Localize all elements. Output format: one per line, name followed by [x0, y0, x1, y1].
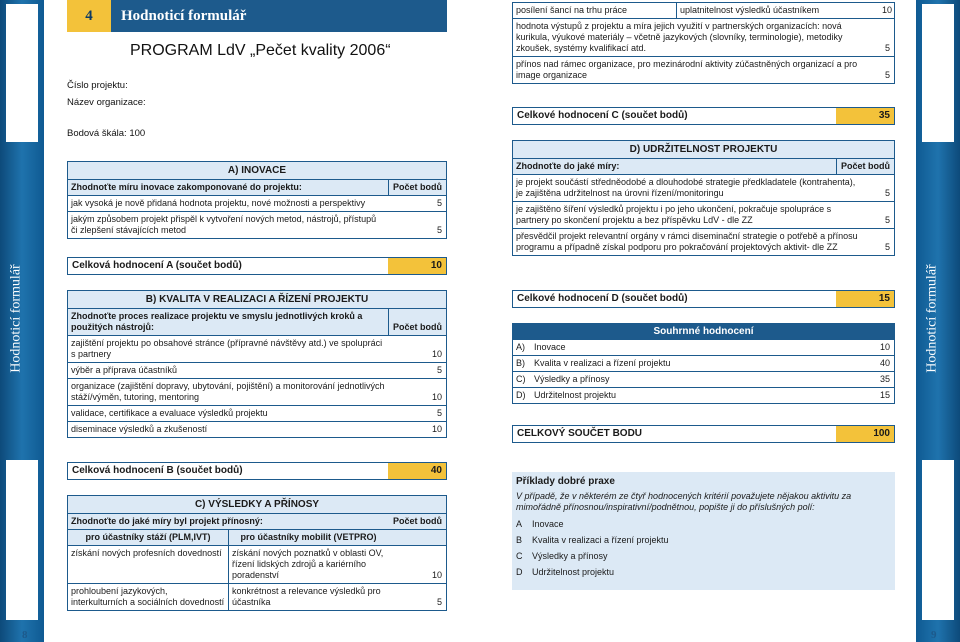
summary-text: Udržitelnost projektu [534, 389, 617, 400]
right-side-strip [916, 0, 960, 642]
question-label: Zhodnoťte míru inovace zakomponované do projektu: [71, 182, 302, 193]
example-letter: B [516, 534, 523, 545]
summary-letter: A) [516, 342, 525, 352]
section-c-header-row [68, 513, 446, 529]
row-text: hodnota výstupů z projektu a míra jejich využití v partnerských organizacích: nová kurikula, výukové materiály – včetně jazykových (slovníky, terminologie), metodiky zkoušek, systémy kvalifikací atd. [516, 20, 843, 53]
example-row [516, 548, 891, 564]
row-text: jak vysoká je nově přidaná hodnota projektu, nové možnosti a perspektivy [71, 198, 366, 209]
strip-white-panel [6, 460, 38, 620]
program-title: PROGRAM LdV „Pečet kvality 2006“ [130, 42, 391, 59]
table-row [513, 174, 894, 201]
example-text: Výsledky a přínosy [532, 550, 608, 561]
points-header: Počet bodů [836, 159, 894, 174]
examples-intro: V případě, že v některém ze čtyř hodnocených kritérií považujete nějakou aktivitu za mimořádně přínosnou/inspirativní/podnětnou, popište ji do příslušných polí: [516, 491, 852, 513]
section-c-continued-table [512, 2, 895, 84]
table-row [68, 583, 446, 610]
summary-row [513, 340, 894, 355]
section-header [67, 0, 447, 32]
examples-title: Příklady dobré praxe [516, 476, 615, 487]
row-text: přesvědčil projekt relevantní orgány v rámci diseminační strategie o potřebě a přínosu programu a případně získal podporu pro pokračování projektových aktivit- dle ZZ [516, 231, 858, 252]
points-header: Počet bodů [388, 180, 446, 195]
example-letter: A [516, 518, 523, 529]
example-row [516, 564, 891, 580]
table-row [68, 362, 446, 378]
row-text: validace, certifikace a evaluace výsledků projektu [71, 407, 268, 418]
table-row [513, 3, 894, 18]
col2-cell: konkrétnost a relevance výsledků pro účastníka [228, 584, 388, 610]
example-text: Kvalita v realizaci a řízení projektu [532, 534, 669, 545]
table-row [68, 378, 446, 405]
summary-letter: B) [516, 357, 525, 368]
section-a-title: A) INOVACE [68, 162, 446, 179]
section-title: Hodnoticí formulář [121, 7, 247, 24]
summary-text: Výsledky a přínosy [534, 373, 610, 384]
row-score: 10 [431, 570, 442, 581]
row-text: jakým způsobem projekt přispěl k vytvoření nových metod, nástrojů, přístupů či zlepšení stávajících metod [71, 214, 377, 236]
summary-row [513, 387, 894, 403]
col1-cell: posílení šancí na trhu práce [516, 5, 628, 15]
example-row [516, 532, 891, 548]
total-label: Celková hodnocení A (součet bodů) [72, 260, 242, 271]
row-score: 5 [884, 69, 890, 80]
row-score: 10 [881, 5, 892, 15]
points-header: Počet bodů [388, 309, 446, 335]
section-number: 4 [67, 0, 111, 32]
summary-text: Inovace [534, 342, 566, 352]
side-label-left: Hodnoticí formulář [8, 264, 24, 373]
total-label: Celkové hodnocení D (součet bodů) [517, 293, 688, 304]
row-score: 10 [431, 349, 442, 360]
row-score: 5 [884, 42, 890, 53]
summary-letter: C) [516, 373, 526, 384]
row-text: přínos nad rámec organizace, pro mezinárodní aktivity zúčastněných organizací a pro image organizace [516, 58, 858, 80]
summary-table [512, 323, 895, 404]
row-score: 5 [436, 225, 442, 236]
strip-white-panel [922, 4, 954, 142]
total-value: 15 [836, 291, 894, 307]
total-value: 35 [836, 108, 894, 124]
grand-total [512, 425, 895, 443]
col1-cell: prohloubení jazykových, interkulturních a sociálních dovedností [71, 586, 225, 607]
summary-letter: D) [516, 389, 526, 400]
grand-total-label: CELKOVÝ SOUČET BODU [517, 428, 643, 439]
row-score: 5 [884, 242, 890, 252]
question-label: Zhodnoťte do jaké míry: [516, 161, 620, 172]
row-text: organizace (zajištění dopravy, ubytování, pojištění) a monitorování jednotlivých stáží/výměn, tutoring, mentoring [71, 381, 385, 402]
section-b-total [67, 462, 447, 480]
example-letter: D [516, 566, 523, 577]
total-value: 10 [388, 258, 446, 274]
table-row [68, 545, 446, 583]
row-text: je projekt součástí středněodobé a dlouhodobé strategie předkladatele (kontrahenta), je zajištěna udržitelnost na úrovni řízení/monitoringu [516, 177, 856, 199]
examples-box [512, 472, 895, 590]
org-name-label: Název organizace: [67, 97, 146, 108]
table-row [68, 405, 446, 421]
row-text: je zajištěno šíření výsledků projektu i po jeho ukončení, pokračuje spolupráce s partnery po skončení projektu a bez příspěvku LdV - dle ZZ [516, 204, 832, 226]
section-c-total [512, 107, 895, 125]
section-d-total [512, 290, 895, 308]
section-d-table [512, 140, 895, 256]
section-c-title: C) VÝSLEDKY A PŘÍNOSY [68, 496, 446, 513]
section-a-total [67, 257, 447, 275]
col1-cell: získání nových profesních dovedností [71, 548, 222, 559]
row-text: zajištění projektu po obsahové stránce (přípravné návštěvy atd.) ve spolupráci s partnery [71, 338, 383, 360]
section-a-table [67, 161, 447, 239]
total-label: Celkové hodnocení C (součet bodů) [517, 110, 688, 121]
section-d-title: D) UDRŽITELNOST PROJEKTU [513, 141, 894, 158]
table-row [513, 201, 894, 228]
summary-score: 10 [879, 342, 890, 352]
left-side-strip [0, 0, 44, 642]
summary-score: 35 [879, 373, 890, 384]
section-b-title: B) KVALITA V REALIZACI A ŘÍZENÍ PROJEKTU [68, 291, 446, 308]
example-letter: C [516, 550, 523, 561]
row-text: výběr a příprava účastníků [71, 365, 178, 376]
total-value: 40 [388, 463, 446, 479]
section-b-table [67, 290, 447, 438]
table-row [68, 421, 446, 437]
section-b-header-row [68, 308, 446, 335]
page-number-left: 8 [22, 629, 28, 641]
summary-row [513, 371, 894, 387]
col2-cell: získání nových poznatků v oblasti OV, řízení lidských zdrojů a kariérního poradenství [228, 546, 388, 583]
row-score: 5 [436, 365, 442, 376]
strip-white-panel [6, 4, 38, 142]
table-row [513, 228, 894, 255]
empty-cell [388, 530, 446, 545]
row-score: 5 [884, 188, 890, 199]
row-score: 5 [436, 407, 442, 418]
project-number-label: Číslo projektu: [67, 80, 128, 91]
question-label: Zhodnoťte do jaké míry byl projekt přínosný: [71, 516, 263, 527]
scale-label: Bodová škála: 100 [67, 128, 146, 139]
table-row [68, 195, 446, 211]
table-row [513, 56, 894, 83]
strip-white-panel [922, 460, 954, 620]
page-number-right: 9 [931, 629, 937, 641]
row-score: 5 [436, 597, 442, 607]
col2-cell: uplatnitelnost výsledků účastníkem [676, 3, 838, 18]
row-score: 5 [884, 215, 890, 226]
section-c-table [67, 495, 447, 611]
example-row [516, 516, 891, 532]
example-text: Udržitelnost projektu [532, 566, 615, 577]
table-row [68, 211, 446, 238]
row-score: 10 [431, 392, 442, 402]
points-header: Počet bodů [393, 516, 442, 527]
summary-text: Kvalita v realizaci a řízení projektu [534, 357, 671, 368]
question-label: Zhodnoťte proces realizace projektu ve smyslu jednotlivých kroků a použitých nástrojů: [71, 311, 363, 333]
row-score: 10 [431, 423, 442, 434]
summary-score: 15 [879, 389, 890, 400]
section-a-header-row [68, 179, 446, 195]
col2-header: pro účastníky mobilit (VETPRO) [228, 530, 388, 545]
col1-header: pro účastníky stáží (PLM,IVT) [85, 532, 211, 543]
grand-total-value: 100 [836, 426, 894, 442]
row-score: 5 [436, 198, 442, 209]
side-label-right: Hodnoticí formulář [924, 264, 940, 373]
row-text: diseminace výsledků a zkušeností [71, 423, 208, 434]
table-row [513, 18, 894, 56]
summary-row [513, 355, 894, 371]
section-d-header-row [513, 158, 894, 174]
table-row [68, 335, 446, 362]
summary-title: Souhrnné hodnocení [513, 324, 894, 340]
example-text: Inovace [532, 518, 564, 529]
section-c-columns-row [68, 529, 446, 545]
total-label: Celková hodnocení B (součet bodů) [72, 465, 243, 476]
summary-score: 40 [879, 357, 890, 368]
